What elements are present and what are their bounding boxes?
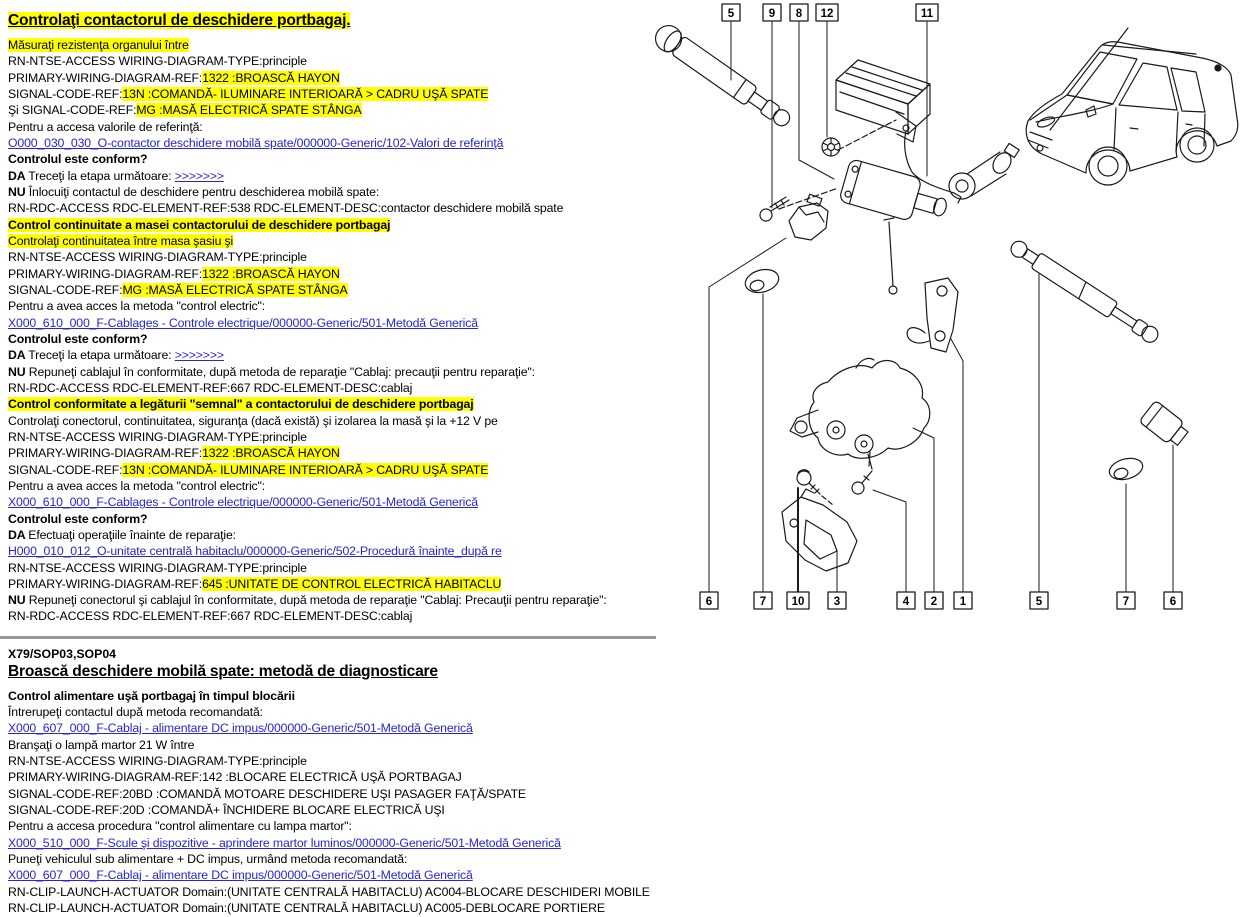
hyperlink[interactable]: O000_030_030_O-contactor deschidere mobilă spate/000000-Generic/102-Valori de referinţă [8,135,504,150]
control-rod [903,125,961,203]
document-text-column [8,12,673,916]
lock-actuator [839,159,952,230]
text-segment: NU [8,364,29,379]
lock-mechanism [790,358,930,466]
text-segment: MG :MASĂ ELECTRICĂ SPATE STÂNGA [122,282,348,297]
callout-number: 6 [1169,596,1177,608]
control-unit [836,60,930,142]
text-segment: Control continuitate a masei contactorului de deschidere portbagaj [8,217,391,232]
doc-line [8,527,673,543]
doc-line [8,200,673,216]
doc-line [8,135,673,151]
location-pointer-line [1050,28,1128,130]
text-segment: RN-NTSE-ACCESS WIRING-DIAGRAM-TYPE:principle [8,54,307,69]
text-segment: Repuneţi conectorul şi cablajul în conformitate, după metoda de reparaţie "Cablaj: Precauţii pentru reparaţie": [28,593,607,608]
striker-plate [782,489,857,571]
doc-line [8,298,673,314]
doc-line [8,867,673,883]
text-segment: Repuneţi cablajul în conformitate, după metoda de reparaţie "Cablaj: precauţii pentru reparaţie": [28,364,535,379]
doc-line [8,37,673,53]
text-segment: Control conformitate a legăturii "semnal" a contactorului de deschidere portbagaj [8,397,474,412]
doc-line [8,543,673,559]
callout-layer [700,4,1182,609]
doc-line [8,462,673,478]
section2-code: X79/SOP03,SOP04 [8,646,117,661]
doc-line [8,396,673,412]
doc-line [8,560,673,576]
doc-line [8,835,673,851]
assembly-axis-line [838,120,896,150]
section-separator [0,636,656,639]
doc-line [8,331,673,347]
exploded-parts-diagram [640,0,1258,620]
doc-line [8,737,673,753]
gas-strut-right [1007,237,1161,346]
doc-line [8,608,673,624]
doc-line [8,217,673,233]
text-segment: RN-RDC-ACCESS RDC-ELEMENT-REF:538 RDC-ELEMENT-DESC:contactor deschidere mobilă spate [8,201,564,216]
callout-number: 5 [1035,596,1043,608]
hyperlink[interactable]: X000_607_000_F-Cablaj - alimentare DC impus/000000-Generic/501-Metodă Generică [8,721,473,736]
text-segment: SIGNAL-CODE-REF: [8,462,123,477]
text-segment: NU [8,184,29,199]
doc-line [8,900,673,916]
text-segment: 13N :COMANDĂ- ILUMINARE INTERIOARĂ > CADRU UŞĂ SPATE [122,86,489,101]
location-dot [1215,65,1221,71]
hyperlink[interactable]: >>>>>>> [174,168,224,183]
text-segment: RN-NTSE-ACCESS WIRING-DIAGRAM-TYPE:principle [8,754,307,769]
text-segment: RN-RDC-ACCESS RDC-ELEMENT-REF:667 RDC-ELEMENT-DESC:cablaj [8,609,413,624]
section1-title: Controlaţi contactorul de deschidere portbagaj. [8,12,351,29]
text-segment: Controlul este conform? [8,152,148,167]
doc-line [8,592,673,608]
doc-line [8,851,673,867]
lock-barrel [949,143,1019,199]
callout-number: 1 [959,596,967,608]
doc-line [8,233,673,249]
doc-line [8,688,673,704]
doc-line [8,704,673,720]
hyperlink[interactable]: X000_510_000_F-Scule şi dispozitive - aprindere martor luminos/000000-Generic/501-Metodă Generică [8,835,561,850]
text-segment: 1322 :BROASCĂ HAYON [202,266,340,281]
doc-line [8,282,673,298]
doc-line [8,53,673,69]
doc-line [8,753,673,769]
doc-line [8,380,673,396]
doc-line [8,364,673,380]
doc-line [8,315,673,331]
callout-number: 6 [705,596,713,608]
callout-number: 7 [1122,596,1130,608]
section2-title: Broască deschidere mobilă spate: metodă de diagnosticare [8,662,438,680]
text-segment: SIGNAL-CODE-REF: [8,86,123,101]
callout-number: 4 [902,596,910,608]
doc-line [8,802,673,818]
text-segment: PRIMARY-WIRING-DIAGRAM-REF: [8,266,203,281]
doc-line [8,413,673,429]
text-segment: 13N :COMANDĂ- ILUMINARE INTERIOARĂ > CADRU UŞĂ SPATE [122,462,489,477]
text-segment: DA [8,348,29,363]
doc-line [8,445,673,461]
doc-line [8,249,673,265]
screw-axis-line [779,188,838,209]
hyperlink[interactable]: >>>>>>> [174,348,224,363]
text-segment: Controlul este conform? [8,331,148,346]
callout-number: 12 [820,8,834,20]
doc-line [8,102,673,118]
text-segment: RN-CLIP-LAUNCH-ACTUATOR Domain:(UNITATE CENTRALĂ HABITACLU) AC004-BLOCARE DESCHIDERI MOBILE [8,884,650,899]
section1-heading-row [8,12,673,35]
contactor-switch [789,194,828,240]
callout-leader-line [709,238,786,593]
screw10-axis-line [822,496,833,505]
doc-line [8,769,673,785]
sensor-right [1139,400,1191,449]
text-segment: Puneţi vehiculul sub alimentare + DC impus, urmând metoda recomandată: [8,852,408,867]
text-segment: Controlaţi continuitatea între masa şasiu şi [8,233,234,248]
doc-line [8,786,673,802]
doc-line [8,184,673,200]
text-segment: Măsuraţi rezistenţa organului între [8,38,189,52]
text-segment: Controlul este conform? [8,511,148,526]
text-segment: 1322 :BROASCĂ HAYON [202,70,340,85]
doc-line [8,151,673,167]
doc-line [8,884,673,900]
text-segment: NU [8,593,29,608]
callout-number: 10 [791,596,805,608]
doc-line [8,478,673,494]
text-segment: SIGNAL-CODE-REF:20D :COMANDĂ+ ÎNCHIDERE BLOCARE ELECTRICĂ UŞI [8,803,445,818]
hyperlink[interactable]: X000_610_000_F-Cablages - Controle electrique/000000-Generic/501-Metodă Generică [8,315,478,330]
callout-number: 7 [759,596,767,608]
lock-lever [884,218,958,352]
text-segment: RN-RDC-ACCESS RDC-ELEMENT-REF:667 RDC-ELEMENT-DESC:cablaj [8,380,413,395]
vehicle-illustration [1026,28,1238,185]
callout-number: 8 [795,8,803,20]
callout-number: 2 [930,596,938,608]
callout-leader-line [913,428,934,593]
hyperlink[interactable]: H000_010_012_O-unitate centrală habitaclu/000000-Generic/502-Procedură înainte_după re [8,544,502,559]
text-segment: Treceţi la etapa următoare: [28,168,175,183]
callout-leader-line [873,490,906,593]
text-segment: SIGNAL-CODE-REF:20BD :COMANDĂ MOTOARE DESCHIDERE UŞI PASAGER FAŢĂ/SPATE [8,786,526,801]
doc-line [8,720,673,736]
text-segment: 1322 :BROASCĂ HAYON [202,446,340,461]
text-segment: Pentru a avea acces la metoda "control electric": [8,299,266,314]
text-segment: SIGNAL-CODE-REF: [8,282,123,297]
text-segment: MG :MASĂ ELECTRICĂ SPATE STÂNGA [136,103,362,118]
doc-line [8,266,673,282]
text-segment: PRIMARY-WIRING-DIAGRAM-REF: [8,576,203,591]
text-segment: PRIMARY-WIRING-DIAGRAM-REF: [8,446,203,461]
screw-9 [760,197,789,221]
text-segment: RN-CLIP-LAUNCH-ACTUATOR Domain:(UNITATE CENTRALĂ HABITACLU) AC005-DEBLOCARE PORTIERE [8,901,605,916]
doc-line [8,494,673,510]
doc-line [8,429,673,445]
text-segment: PRIMARY-WIRING-DIAGRAM-REF:142 :BLOCARE ELECTRICĂ UŞĂ PORTBAGAJ [8,770,462,785]
gas-strut-left [650,20,795,132]
section1-lines [8,37,673,625]
text-segment: Controlaţi conectorul, continuitatea, siguranţa (dacă există) şi izolarea la masă şi la +12 V pe [8,413,498,428]
doc-line [8,168,673,184]
text-segment: Control alimentare uşă portbagaj în timpul blocării [8,688,295,703]
callout-number: 3 [833,596,841,608]
text-segment: Pentru a accesa procedura "control alimentare cu lampa martor": [8,819,352,834]
text-segment: DA [8,168,29,183]
text-segment: Treceţi la etapa următoare: [28,348,175,363]
hyperlink[interactable]: X000_607_000_F-Cablaj - alimentare DC impus/000000-Generic/501-Metodă Generică [8,868,473,883]
text-segment: 645 :UNITATE DE CONTROL ELECTRICĂ HABITACLU [202,576,502,591]
star-washer [822,138,840,156]
text-segment: RN-NTSE-ACCESS WIRING-DIAGRAM-TYPE:principle [8,250,307,265]
hyperlink[interactable]: X000_610_000_F-Cablages - Controle electrique/000000-Generic/501-Metodă Generică [8,495,478,510]
text-segment: PRIMARY-WIRING-DIAGRAM-REF: [8,70,203,85]
text-segment: RN-NTSE-ACCESS WIRING-DIAGRAM-TYPE:principle [8,560,307,575]
section2-heading-row [8,663,673,686]
grommet-left [743,266,782,296]
callout-number: 11 [920,8,934,20]
doc-line [8,511,673,527]
doc-line [8,119,673,135]
grommet-right [1107,455,1145,483]
section2-lines [8,688,673,917]
text-segment: Pentru a avea acces la metoda "control electric": [8,478,266,493]
callout-number: 9 [768,8,776,20]
text-segment: RN-NTSE-ACCESS WIRING-DIAGRAM-TYPE:principle [8,429,307,444]
text-segment: Întrerupeţi contactul după metoda recomandată: [8,705,263,720]
text-segment: DA [8,527,29,542]
doc-line [8,70,673,86]
text-segment: Pentru a accesa valorile de referinţă: [8,119,203,134]
text-segment: Înlocuiţi contactul de deschidere pentru deschiderea mobilă spate: [28,184,380,199]
doc-line [8,818,673,834]
text-segment: Branşaţi o lampă martor 21 W între [8,737,195,752]
text-segment: Efectuaţi operaţiile înainte de reparaţie: [28,527,236,542]
text-segment: Şi SIGNAL-CODE-REF: [8,103,137,118]
screw-4 [852,454,872,494]
doc-line [8,576,673,592]
callout-number: 5 [727,8,735,20]
doc-line [8,86,673,102]
callout-leader-line [951,339,963,593]
doc-line [8,347,673,363]
